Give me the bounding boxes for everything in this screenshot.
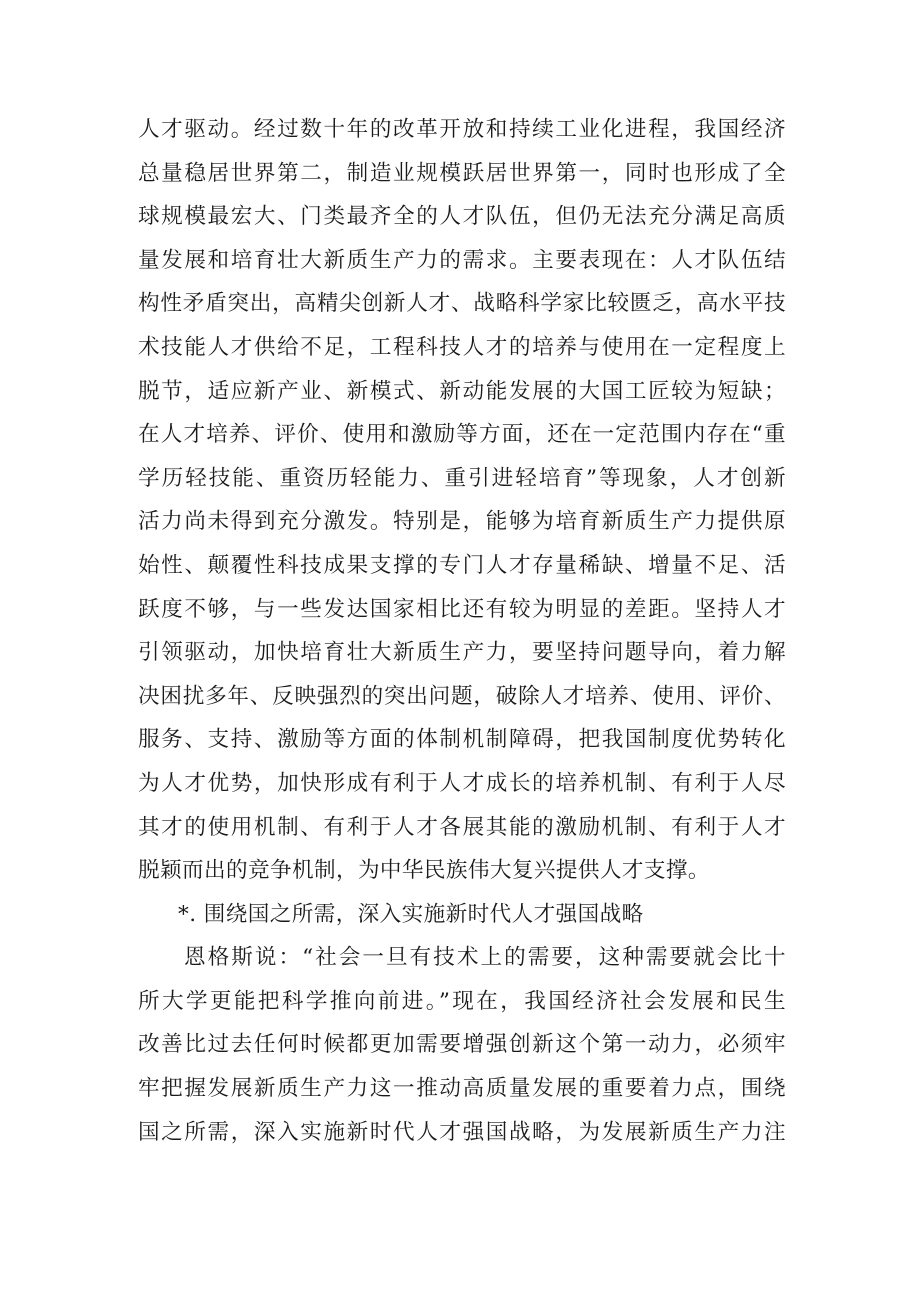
- paragraph-line: 跃度不够，与一些发达国家相比还有较为明显的差距。坚持人才: [138, 596, 786, 622]
- paragraph-line: 牢把握发展新质生产力这一推动高质量发展的重要着力点，围绕: [138, 1076, 786, 1102]
- paragraph-line: 学历轻技能、重资历轻能力、重引进轻培育”等现象，人才创新: [138, 465, 786, 491]
- paragraph-line: 引领驱动，加快培育壮大新质生产力，要坚持问题导向，着力解: [138, 640, 786, 666]
- paragraph-line: 其才的使用机制、有利于人才各展其能的激励机制、有利于人才: [138, 814, 786, 840]
- paragraph-line: 活力尚未得到充分激发。特别是，能够为培育新质生产力提供原: [138, 509, 786, 535]
- paragraph-line: 脱节，适应新产业、新模式、新动能发展的大国工匠较为短缺；: [138, 378, 786, 404]
- paragraph-line: 决困扰多年、反映强烈的突出问题，破除人才培养、使用、评价、: [138, 683, 786, 709]
- paragraph-line: 恩格斯说：“社会一旦有技术上的需要，这种需要就会比十: [184, 945, 786, 971]
- paragraph-line: 脱颖而出的竞争机制，为中华民族伟大复兴提供人才支撑。: [138, 858, 710, 884]
- paragraph-engels-quote: [138, 936, 786, 1154]
- paragraph-line: 始性、颠覆性科技成果支撑的专门人才存量稀缺、增量不足、活: [138, 552, 786, 578]
- paragraph-line: 为人才优势，加快形成有利于人才成长的培养机制、有利于人尽: [138, 770, 786, 796]
- paragraph-line: 人才驱动。经过数十年的改革开放和持续工业化进程，我国经济: [138, 117, 786, 142]
- paragraph-line: 在人才培养、评价、使用和激励等方面，还在一定范围内存在“重: [138, 422, 786, 448]
- paragraph-line: 国之所需，深入实施新时代人才强国战略，为发展新质生产力注: [138, 1119, 786, 1145]
- paragraph-talent-drive: [138, 108, 786, 893]
- paragraph-line: 所大学更能把科学推向前进。”现在，我国经济社会发展和民生: [138, 988, 786, 1014]
- paragraph-line: 构性矛盾突出，高精尖创新人才、战略科学家比较匮乏，高水平技: [138, 291, 786, 317]
- paragraph-line: 球规模最宏大、门类最齐全的人才队伍，但仍无法充分满足高质: [138, 204, 786, 230]
- paragraph-line: 服务、支持、激励等方面的体制机制障碍，把我国制度优势转化: [138, 727, 786, 753]
- paragraph-line: 量发展和培育壮大新质生产力的需求。主要表现在：人才队伍结: [138, 247, 786, 273]
- paragraph-line: 总量稳居世界第二，制造业规模跃居世界第一，同时也形成了全: [138, 160, 786, 186]
- paragraph-line: 改善比过去任何时候都更加需要增强创新这个第一动力，必须牢: [138, 1032, 786, 1058]
- document-body: [138, 108, 786, 1154]
- section-heading: *. 围绕国之所需，深入实施新时代人才强国战略: [178, 901, 644, 927]
- paragraph-line: 术技能人才供给不足，工程科技人才的培养与使用在一定程度上: [138, 334, 786, 360]
